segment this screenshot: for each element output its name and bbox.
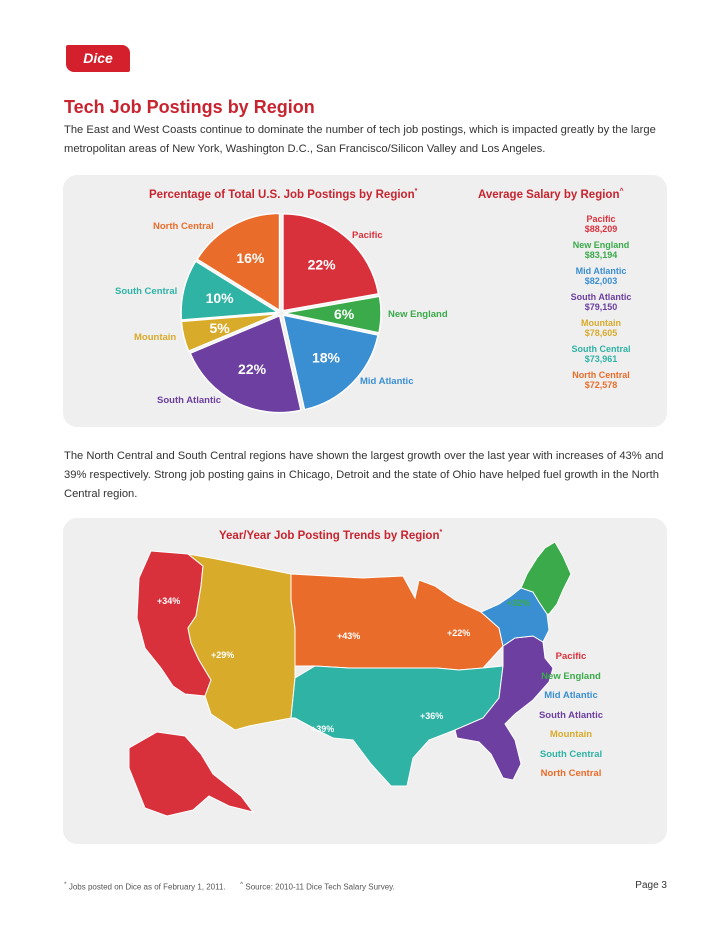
map-label-mid-atlantic: +22% (447, 628, 471, 638)
dice-logo: Dice (66, 45, 130, 72)
region-mountain (188, 554, 295, 730)
legend-mountain: Mountain (549, 729, 593, 740)
intro-paragraph: The East and West Coasts continue to dominate the number of tech job postings, which is impacted greatly by the large metropolitan areas of New York, Washington D.C., San Francisco/Silicon Valley and Los Angeles. (64, 124, 656, 155)
pie-value-mountain: 5% (209, 319, 230, 336)
map-legend (521, 651, 621, 788)
footnote-source: ^ Source: 2010-11 Dice Tech Salary Survey. (240, 881, 395, 892)
map-title: Year/Year Job Posting Trends by Region* (219, 529, 443, 542)
legend-new-england: New England (541, 670, 601, 682)
page-title: Tech Job Postings by Region (64, 97, 315, 117)
salary-title: Average Salary by Region^ (478, 188, 624, 201)
map-label-south-atlantic: +36% (420, 711, 444, 721)
salary-new-england: New England $83,194 (572, 240, 630, 260)
map-label-pacific: +34% (157, 596, 181, 606)
legend-pacific: Pacific (555, 651, 587, 662)
page-number: Page 3 (635, 880, 667, 891)
pie-value-new-england: 6% (334, 306, 355, 323)
region-pacific-alaska (129, 732, 253, 816)
pie-label-north-central: North Central (153, 221, 214, 232)
pie-value-pacific: 22% (307, 256, 336, 273)
pie-value-south-atlantic: 22% (238, 361, 267, 378)
pie-label-mountain: Mountain (134, 332, 177, 343)
growth-paragraph: The North Central and South Central regions have shown the largest growth over the last year with increases of 43% and 39% respectively. Strong job posting gains in Chicago, Detroit and the state of Ohio have helped fuel growth in the North Central region. (64, 450, 664, 500)
pie-label-south-central: South Central (115, 286, 178, 297)
pie-label-mid-atlantic: Mid Atlantic (360, 376, 414, 387)
salary-mountain: Mountain $78,605 (581, 318, 621, 338)
legend-south-central: South Central (539, 748, 603, 760)
pie-chart-title: Percentage of Total U.S. Job Postings by Region* (149, 188, 418, 201)
legend-mid-atlantic: Mid Atlantic (544, 690, 598, 701)
footnote-jobs: * Jobs posted on Dice as of February 1, 2011. (64, 881, 226, 892)
pie-value-south-central: 10% (205, 290, 234, 307)
map-label-south-central: +39% (311, 724, 335, 734)
pie-panel (63, 175, 667, 427)
legend-south-atlantic: South Atlantic (538, 709, 604, 721)
salary-south-central: South Central $73,961 (571, 344, 631, 364)
salary-north-central: North Central $72,578 (572, 370, 630, 390)
map-panel (63, 518, 667, 844)
pie-label-pacific: Pacific (352, 230, 383, 241)
salary-south-atlantic: South Atlantic $79,150 (570, 292, 632, 312)
pie-label-south-atlantic: South Atlantic (157, 395, 222, 406)
pie-value-north-central: 16% (236, 249, 265, 266)
pie-label-new-england: New England (388, 309, 448, 320)
map-label-new-england: +32% (507, 598, 531, 608)
map-label-mountain: +29% (211, 650, 235, 660)
map-label-north-central: +43% (337, 631, 361, 641)
region-north-central (291, 574, 503, 670)
legend-north-central: North Central (540, 768, 602, 779)
salary-pacific: Pacific $88,209 (584, 214, 618, 234)
pie-value-mid-atlantic: 18% (311, 349, 341, 366)
salary-mid-atlantic: Mid Atlantic $82,003 (575, 266, 627, 286)
